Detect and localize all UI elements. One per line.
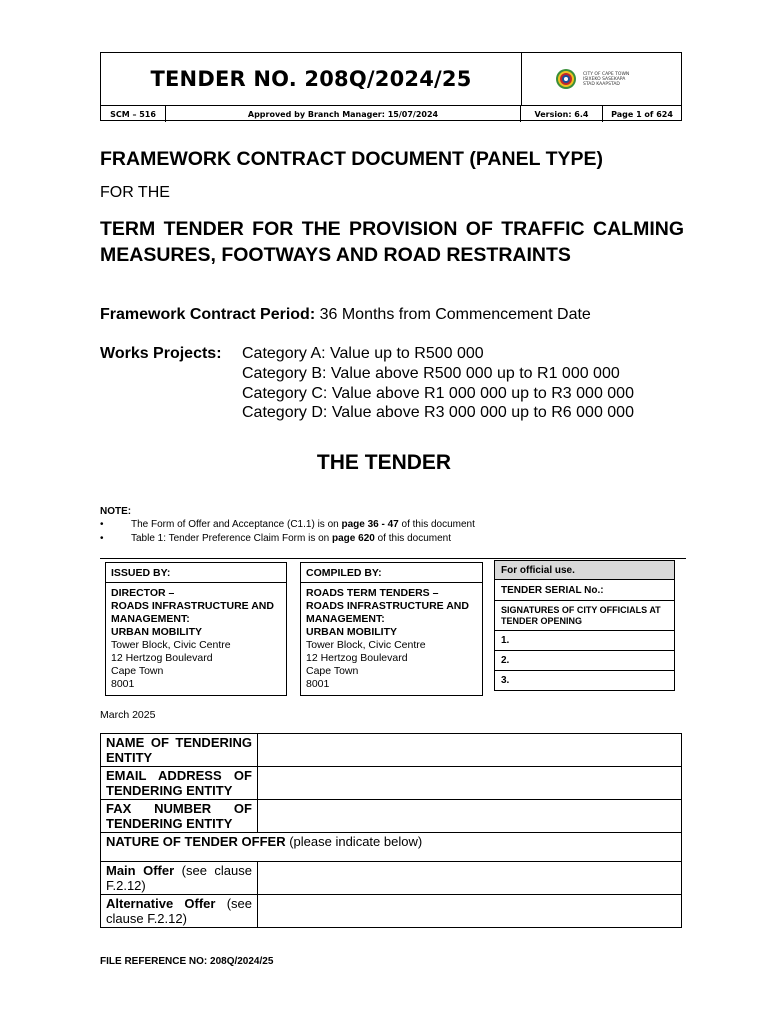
compiled-by-heading: COMPILED BY:: [301, 563, 482, 583]
signature-line-1: 1.: [494, 630, 675, 651]
fax-label: FAX NUMBER OF TENDERING ENTITY: [101, 800, 258, 833]
fax-field[interactable]: [258, 800, 682, 833]
approval-note: Approved by Branch Manager: 15/07/2024: [166, 106, 521, 122]
table-row: [101, 767, 682, 800]
table-row: [101, 734, 682, 767]
works-category-c: Category C: Value above R1 000 000 up to R3 000 000: [242, 385, 634, 402]
header-meta-row: [101, 105, 681, 122]
issued-by-address: DIRECTOR – ROADS INFRASTRUCTURE AND MANAGEMENT: URBAN MOBILITY Tower Block, Civic Centre 12 Hertzog Boulevard Cape Town 8001: [111, 587, 274, 690]
tender-title: TERM TENDER FOR THE PROVISION OF TRAFFIC CALMING MEASURES, FOOTWAYS AND ROAD RESTRAINTS: [100, 218, 684, 266]
nature-of-offer: NATURE OF TENDER OFFER (please indicate below): [101, 833, 682, 862]
email-label: EMAIL ADDRESS OF TENDERING ENTITY: [101, 767, 258, 800]
logo-text: CITY OF CAPE TOWN ISIXEKO SASEKAPA STAD KAAPSTAD: [583, 71, 630, 87]
issue-date: March 2025: [100, 709, 156, 721]
name-field[interactable]: [258, 734, 682, 767]
page-counter: Page 1 of 624: [611, 109, 673, 119]
document-header: [100, 52, 682, 121]
table-row: [101, 833, 682, 862]
compiled-by-box: [300, 562, 483, 696]
email-field[interactable]: [258, 767, 682, 800]
contract-period-value: 36 Months from Commencement Date: [319, 306, 591, 323]
version-label: Version: 6.4: [521, 106, 603, 122]
compiled-by-address: ROADS TERM TENDERS – ROADS INFRASTRUCTURE AND MANAGEMENT: URBAN MOBILITY Tower Block, Civic Centre 12 Hertzog Boulevard Cape Town 8001: [306, 587, 469, 690]
works-category-b: Category B: Value above R500 000 up to R1 000 000: [242, 365, 620, 382]
file-reference: FILE REFERENCE NO: 208Q/2024/25: [100, 956, 274, 967]
signature-line-2: 2.: [494, 650, 675, 671]
table-row: [101, 895, 682, 928]
signatures-heading: SIGNATURES OF CITY OFFICIALS AT TENDER OPENING: [494, 600, 675, 631]
contract-period: [100, 306, 591, 324]
signature-line-3: 3.: [494, 670, 675, 691]
name-label: NAME OF TENDERING ENTITY: [101, 734, 258, 767]
works-projects-label: Works Projects:: [100, 345, 222, 362]
for-the-text: FOR THE: [100, 184, 170, 201]
tender-number-cell: [101, 53, 522, 105]
works-category-a: Category A: Value up to R500 000: [242, 345, 484, 362]
issued-by-box: [105, 562, 287, 696]
contract-period-label: Framework Contract Period:: [100, 306, 316, 323]
works-category-d: Category D: Value above R3 000 000 up to R6 000 000: [242, 404, 634, 421]
tender-number: TENDER NO. 208Q/2024/25: [150, 67, 472, 91]
main-offer-label: Main Offer (see clause F.2.12): [101, 862, 258, 895]
city-logo: [521, 53, 681, 105]
main-offer-field[interactable]: [258, 862, 682, 895]
table-row: [101, 800, 682, 833]
table-row: [101, 862, 682, 895]
alternative-offer-label: Alternative Offer (see clause F.2.12): [101, 895, 258, 928]
note-label: NOTE:: [100, 506, 132, 517]
scm-code: SCM – 516: [101, 106, 166, 122]
tendering-entity-form: [100, 733, 682, 928]
the-tender-heading: THE TENDER: [316, 451, 452, 474]
tender-serial-field: TENDER SERIAL No.:: [494, 579, 675, 601]
official-use-heading: For official use.: [494, 560, 675, 580]
issued-by-heading: ISSUED BY:: [106, 563, 286, 583]
divider: [100, 558, 686, 559]
document-heading: FRAMEWORK CONTRACT DOCUMENT (PANEL TYPE): [100, 148, 604, 170]
city-of-cape-town-logo-icon: [555, 66, 577, 92]
alternative-offer-field[interactable]: [258, 895, 682, 928]
